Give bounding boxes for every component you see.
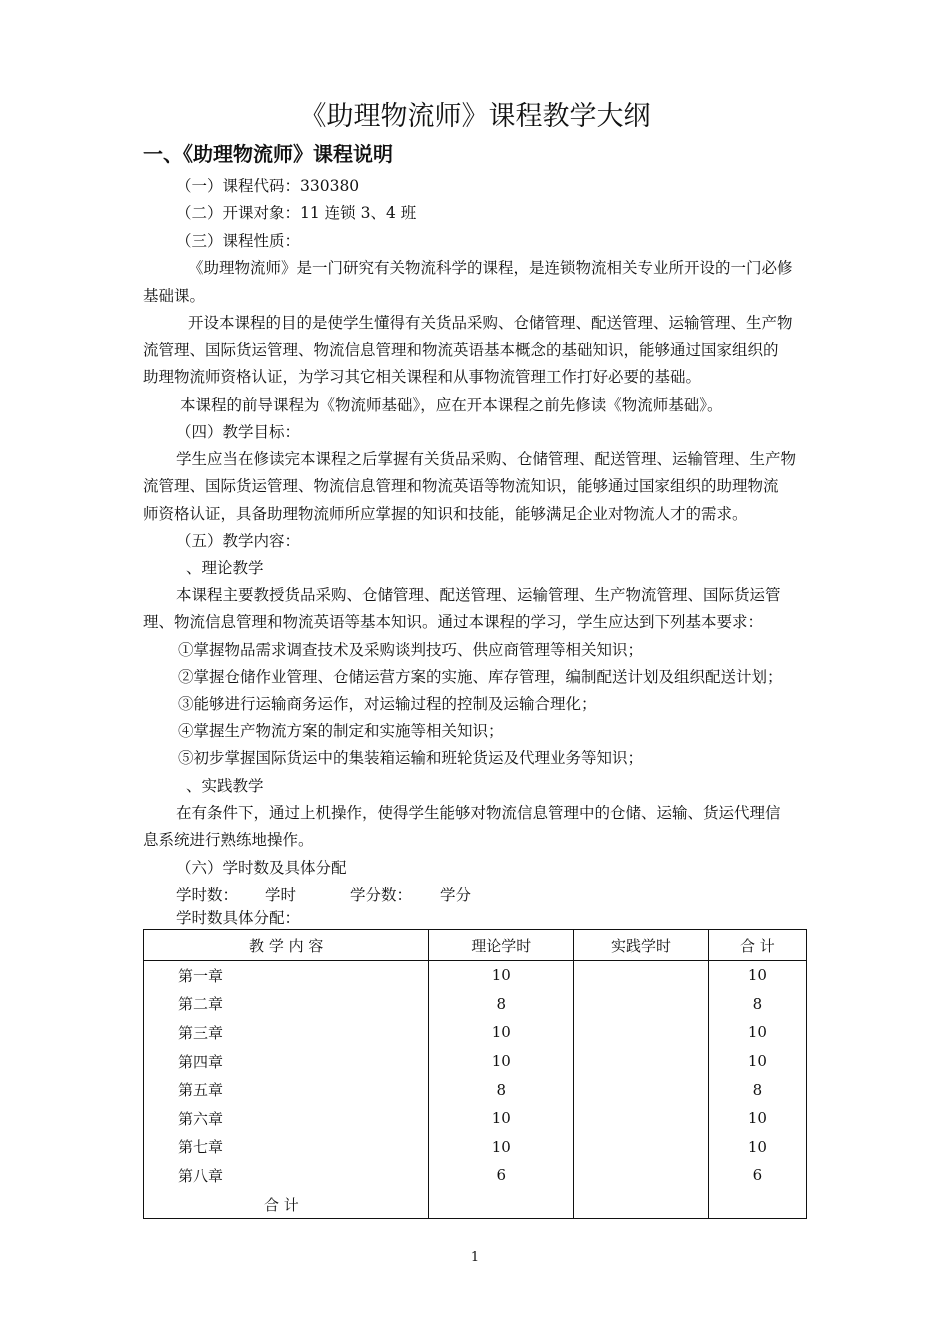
- practice-cell: [574, 1133, 709, 1162]
- table-row: [144, 1133, 807, 1162]
- theory-cell: 10: [429, 1018, 574, 1047]
- total-cell: 10: [708, 961, 806, 990]
- table-row: [144, 1018, 807, 1047]
- table-row: [144, 1075, 807, 1104]
- table-row: [144, 1104, 807, 1133]
- total-cell: 8: [708, 1075, 806, 1104]
- paragraph-line: 本课程主要教授货品采购、仓储管理、配送管理、运输管理、生产物流管理、国际货运管: [176, 586, 781, 604]
- total-cell: 10: [708, 1104, 806, 1133]
- total-cell: 8: [708, 990, 806, 1019]
- chapter-cell: 第五章: [144, 1075, 429, 1104]
- theory-cell: 6: [429, 1161, 574, 1190]
- practice-cell: [574, 961, 709, 990]
- total-label-cell: 合 计: [144, 1190, 429, 1219]
- chapter-cell: 第一章: [144, 961, 429, 990]
- requirement-item: ④掌握生产物流方案的制定和实施等相关知识；: [178, 722, 504, 740]
- paragraph-line: 息系统进行熟练地操作。: [143, 831, 314, 849]
- requirement-item: ①掌握物品需求调查技术及采购谈判技巧、供应商管理等相关知识；: [178, 641, 644, 659]
- page-title: 《助理物流师》课程教学大纲: [299, 101, 651, 132]
- table-row: [144, 1161, 807, 1190]
- page-number: 1: [470, 1250, 480, 1265]
- total-cell: 10: [708, 1047, 806, 1076]
- line-nature: （三）课程性质：: [176, 232, 301, 250]
- section-heading: 一、《助理物流师》课程说明: [143, 142, 393, 166]
- practice-cell: [574, 1161, 709, 1190]
- table-header-row: [144, 930, 807, 961]
- line-hours-unit: 学时: [265, 886, 297, 904]
- line-practice: 、实践教学: [186, 777, 264, 795]
- paragraph-line: 基础课。: [143, 287, 206, 305]
- paragraph-line: 流管理、国际货运管理、物流信息管理和物流英语等物流知识，能够通过国家组织的助理物流: [143, 477, 779, 495]
- paragraph-line: 师资格认证，具备助理物流师所应掌握的知识和技能，能够满足企业对物流人才的需求。: [143, 505, 748, 523]
- chapter-cell: 第三章: [144, 1018, 429, 1047]
- line-hours-label: 学时数：: [176, 886, 239, 904]
- paragraph-line: 学生应当在修读完本课程之后掌握有关货品采购、仓储管理、配送管理、运输管理、生产物: [176, 450, 797, 468]
- chapter-cell: 第七章: [144, 1133, 429, 1162]
- line-theory: 、理论教学: [186, 559, 264, 577]
- requirement-item: ②掌握仓储作业管理、仓储运营方案的实施、库存管理，编制配送计划及组织配送计划；: [178, 668, 783, 686]
- total-sum-cell: [708, 1190, 806, 1219]
- line-course-code: （一）课程代码：330380: [176, 177, 360, 195]
- theory-cell: 10: [429, 961, 574, 990]
- theory-cell: 8: [429, 990, 574, 1019]
- line-hours-heading: （六）学时数及具体分配: [176, 859, 347, 877]
- practice-cell: [574, 1018, 709, 1047]
- header-theory: 理论学时: [429, 930, 574, 961]
- practice-cell: [574, 1075, 709, 1104]
- chapter-cell: 第八章: [144, 1161, 429, 1190]
- chapter-cell: 第四章: [144, 1047, 429, 1076]
- theory-cell: 8: [429, 1075, 574, 1104]
- total-theory-cell: [429, 1190, 574, 1219]
- paragraph-line: 本课程的前导课程为《物流师基础》，应在开本课程之前先修读《物流师基础》。: [180, 396, 723, 414]
- line-credits-unit: 学分: [440, 886, 472, 904]
- hours-table: [143, 929, 807, 1219]
- paragraph-line: 开设本课程的目的是使学生懂得有关货品采购、仓储管理、配送管理、运输管理、生产物: [188, 314, 793, 332]
- table-row: [144, 961, 807, 990]
- paragraph-line: 理、物流信息管理和物流英语等基本知识。通过本课程的学习，学生应达到下列基本要求：: [143, 613, 764, 631]
- total-practice-cell: [574, 1190, 709, 1219]
- requirement-item: ⑤初步掌握国际货运中的集装箱运输和班轮货运及代理业务等知识；: [178, 749, 644, 767]
- theory-cell: 10: [429, 1047, 574, 1076]
- paragraph-line: 流管理、国际货运管理、物流信息管理和物流英语基本概念的基础知识，能够通过国家组织的: [143, 341, 779, 359]
- practice-cell: [574, 1104, 709, 1133]
- line-content: （五）教学内容：: [176, 532, 301, 550]
- header-total: 合 计: [708, 930, 806, 961]
- table-total-row: [144, 1190, 807, 1219]
- practice-cell: [574, 1047, 709, 1076]
- theory-cell: 10: [429, 1104, 574, 1133]
- line-objectives: （四）教学目标：: [176, 423, 301, 441]
- total-cell: 6: [708, 1161, 806, 1190]
- header-practice: 实践学时: [574, 930, 709, 961]
- chapter-cell: 第六章: [144, 1104, 429, 1133]
- paragraph-line: 助理物流师资格认证，为学习其它相关课程和从事物流管理工作打好必要的基础。: [143, 368, 702, 386]
- total-cell: 10: [708, 1018, 806, 1047]
- line-hours-distribution: 学时数具体分配：: [176, 909, 301, 927]
- line-audience: （二）开课对象：11 连锁 3、4 班: [176, 204, 417, 222]
- theory-cell: 10: [429, 1133, 574, 1162]
- chapter-cell: 第二章: [144, 990, 429, 1019]
- paragraph-line: 在有条件下，通过上机操作，使得学生能够对物流信息管理中的仓储、运输、货运代理信: [176, 804, 781, 822]
- table-row: [144, 1047, 807, 1076]
- header-content: 教 学 内 容: [144, 930, 429, 961]
- practice-cell: [574, 990, 709, 1019]
- line-credits-label: 学分数：: [350, 886, 413, 904]
- requirement-item: ③能够进行运输商务运作，对运输过程的控制及运输合理化；: [178, 695, 597, 713]
- total-cell: 10: [708, 1133, 806, 1162]
- table-row: [144, 990, 807, 1019]
- paragraph-line: 《助理物流师》是一门研究有关物流科学的课程，是连锁物流相关专业所开设的一门必修: [188, 259, 793, 277]
